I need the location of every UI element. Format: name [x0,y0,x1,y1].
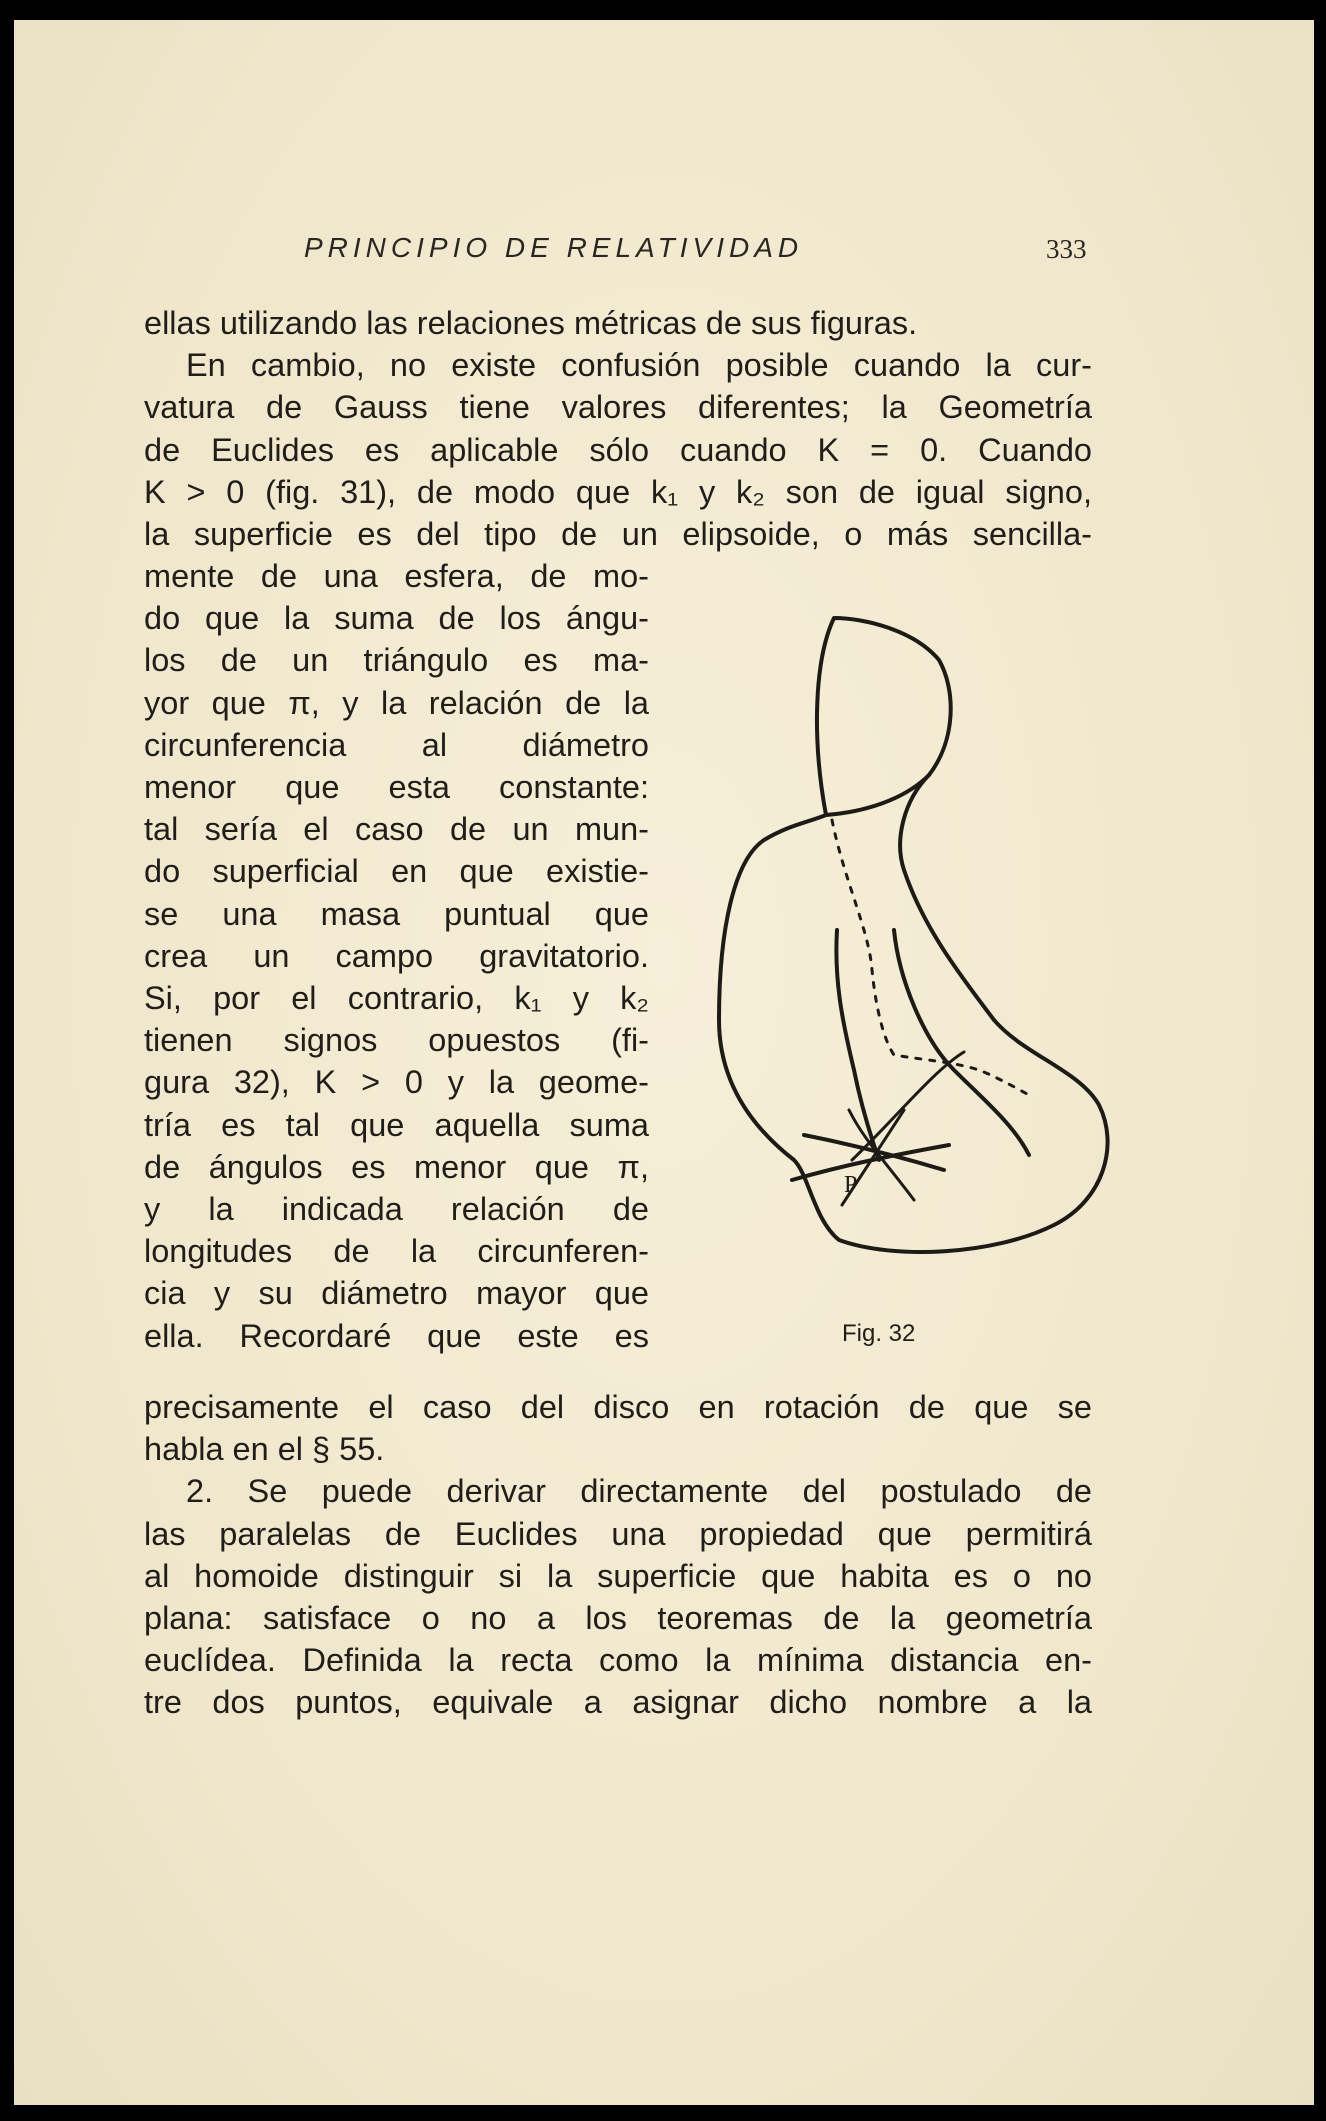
page-number: 333 [1046,234,1087,264]
text-line: yor que π, y la relación de la [144,684,649,721]
text-line: se una masa puntual que [144,895,649,932]
paragraph-wrap [144,555,649,1357]
text-line: de ángulos es menor que π, [144,1148,649,1185]
text-line: Si, por el contrario, k₁ y k₂ [144,980,649,1017]
text-line: al homoide distinguir si la superficie que habita es o no [144,1557,1092,1594]
text-line: habla en el § 55. [144,1431,385,1468]
paragraph-top [144,302,1092,555]
text-line: cia y su diámetro mayor que [144,1275,649,1312]
surface-body-outline [719,775,1108,1252]
surface-upper-outline [817,618,951,815]
text-line: longitudes de la circunferen- [144,1233,649,1270]
text-line: precisamente el caso del disco en rotación de que se [144,1389,1092,1425]
text-line: tal sería el caso de un mun- [144,811,649,848]
page-header [14,232,1314,272]
text-line: ella. Recordaré que este es [144,1317,649,1354]
text-line: do superficial en que existie- [144,853,649,890]
book-page [14,20,1314,2105]
text-line: crea un campo gravitatorio. [144,937,649,974]
figure-caption: Fig. 32 [842,1320,916,1347]
text-line: mente de una esfera, de mo- [144,558,649,594]
text-line: los de un triángulo es ma- [144,642,649,679]
text-line: euclídea. Definida la recta como la mínima distancia en- [144,1642,1092,1679]
running-title: PRINCIPIO DE RELATIVIDAD [304,232,804,263]
text-line: la superficie es del tipo de un elipsoide, o más sencilla- [144,516,1092,553]
text-line: 2. Se puede derivar directamente del postulado de [186,1473,1092,1510]
text-line: de Euclides es aplicable sólo cuando K = 0. Cuando [144,431,1092,468]
text-line: En cambio, no existe confusión posible cuando la cur- [186,347,1092,384]
point-label: P [844,1172,858,1198]
text-line: y la indicada relación de [144,1191,649,1228]
text-line: do que la suma de los ángu- [144,600,649,637]
dashed-geodesic [832,820,1029,1095]
text-line: vatura de Gauss tiene valores diferentes; la Geometría [144,389,1092,426]
text-line: K > 0 (fig. 31), de modo que k₁ y k₂ son de igual signo, [144,473,1092,510]
text-line: tienen signos opuestos (fi- [144,1022,649,1059]
paragraph-bottom [144,1386,1092,1724]
text-line: plana: satisface o no a los teoremas de la geometría [144,1600,1092,1637]
text-line: gura 32), K > 0 y la geome- [144,1064,649,1101]
text-line: menor que esta constante: [144,769,649,806]
figure-32-diagram [694,600,1134,1360]
text-line: ellas utilizando las relaciones métricas de sus figuras. [144,305,918,341]
text-line: las paralelas de Euclides una propiedad que permitirá [144,1515,1092,1552]
text-line: tre dos puntos, equivale a asignar dicho nombre a la [144,1684,1092,1721]
text-line: tría es tal que aquella suma [144,1106,649,1143]
text-line: circunferencia al diámetro [144,726,649,763]
inner-contour-right [894,930,1029,1155]
